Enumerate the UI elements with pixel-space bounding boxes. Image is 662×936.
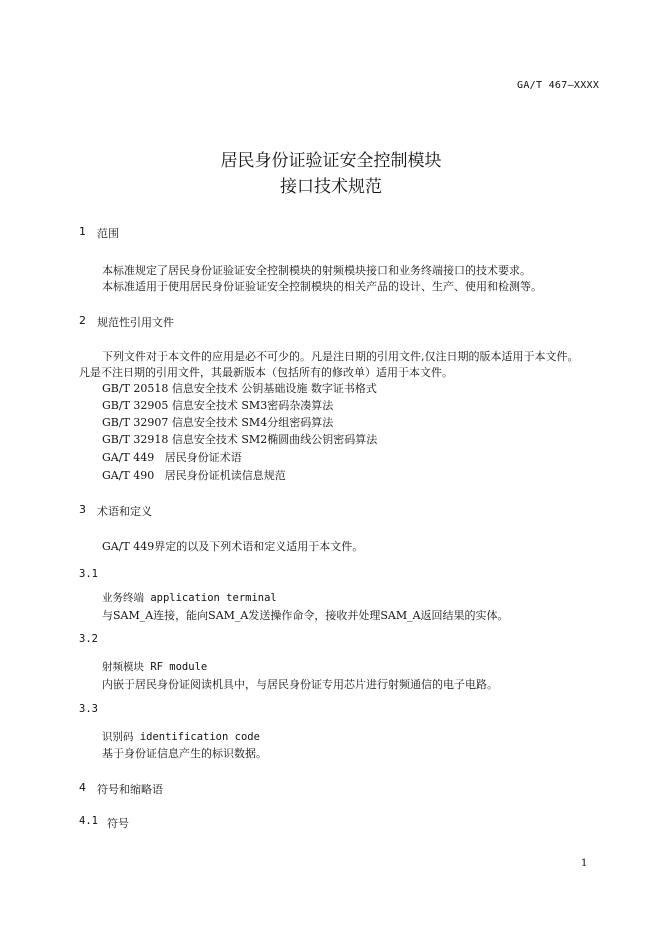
section-1-number: 1 [79,225,86,238]
reference-item: GB/T 32918 信息安全技术 SM2椭圆曲线公钥密码算法 [102,433,378,446]
section-3-paragraph: GA/T 449界定的以及下列术语和定义适用于本文件。 [102,540,364,553]
subsection-title: 符号 [107,817,129,830]
reference-item: GB/T 32905 信息安全技术 SM3密码杂凑算法 [102,399,334,412]
term-number: 3.3 [79,703,98,715]
section-3-title: 术语和定义 [97,505,152,518]
section-2-paragraph: 凡是不注日期的引用文件，其最新版本（包括所有的修改单）适用于本文件。 [79,366,453,379]
document-number: GA/T 467—XXXX [517,80,600,91]
term-number: 3.1 [79,568,98,580]
page-subtitle: 接口技术规范 [280,177,382,197]
section-2-title: 规范性引用文件 [97,316,174,329]
reference-item: GA/T 449 居民身份证术语 [102,451,242,464]
term-name: 射频模块 RF module [102,661,208,673]
reference-item: GB/T 20518 信息安全技术 公钥基础设施 数字证书格式 [102,382,377,395]
section-4-title: 符号和缩略语 [97,783,163,796]
term-name: 业务终端 application terminal [102,592,277,604]
section-3-number: 3 [79,503,86,516]
section-1-paragraph: 本标准规定了居民身份证验证安全控制模块的射频模块接口和业务终端接口的技术要求。 [102,264,531,277]
subsection-number: 4.1 [79,815,98,827]
reference-item: GB/T 32907 信息安全技术 SM4分组密码算法 [102,416,334,429]
term-definition: 内嵌于居民身份证阅读机具中，与居民身份证专用芯片进行射频通信的电子电路。 [102,678,498,691]
section-2-number: 2 [79,314,86,327]
page-number: 1 [581,858,588,869]
term-definition: 与SAM_A连接，能向SAM_A发送操作命令，接收并处理SAM_A返回结果的实体。 [102,609,509,622]
section-1-paragraph: 本标准适用于使用居民身份证验证安全控制模块的相关产品的设计、生产、使用和检测等。 [102,280,542,293]
section-4-number: 4 [79,781,86,794]
term-definition: 基于身份证信息产生的标识数据。 [102,747,267,760]
reference-item: GA/T 490 居民身份证机读信息规范 [102,469,286,482]
section-2-paragraph: 下列文件对于本文件的应用是必不可少的。凡是注日期的引用文件,仅注日期的版本适用于本文件。 [102,350,579,363]
term-name: 识别码 identification code [102,731,260,743]
page-title: 居民身份证验证安全控制模块 [220,151,442,171]
section-1-title: 范围 [97,227,119,240]
term-number: 3.2 [79,633,98,645]
